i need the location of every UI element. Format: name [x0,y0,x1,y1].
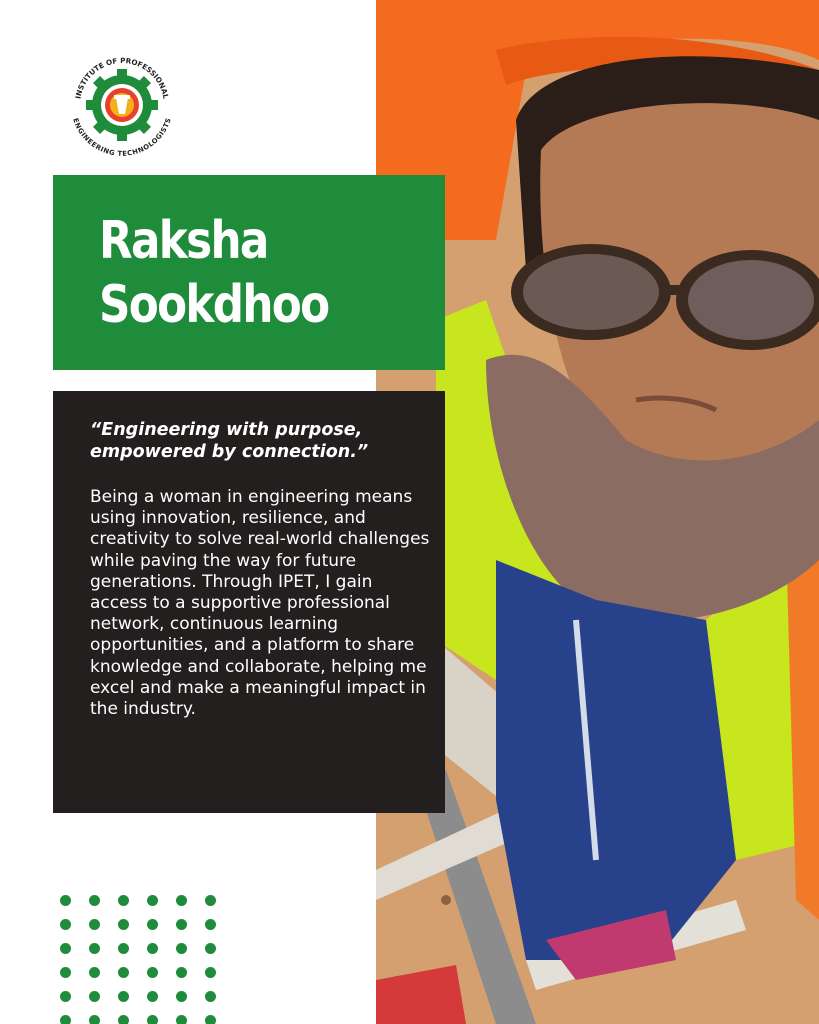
decorative-dot [89,1015,100,1024]
decorative-dot [118,943,129,954]
decorative-dot [118,991,129,1002]
decorative-dot [89,943,100,954]
first-name: Raksha [99,211,268,271]
ipet-logo [62,50,182,160]
decorative-dot [118,1015,129,1024]
decorative-dot [147,943,158,954]
decorative-dot [205,943,216,954]
decorative-dot [89,991,100,1002]
testimonial-body: Being a woman in engineering means using innovation, resilience, and creativity to solve real-world challenges while paving the way for future generations. Through IPET, I gain access to a supportive professional network, continuous learning opportunities, and a platform to share knowledge and collaborate, helping me excel and make a meaningful impact in the industry. [90,487,430,720]
decorative-dot [147,991,158,1002]
last-name: Sookdhoo [99,275,329,335]
decorative-dot [60,919,71,930]
decorative-dot [89,967,100,978]
decorative-dot [147,895,158,906]
decorative-dot [205,895,216,906]
logo-text-bottom: ENGINEERING TECHNOLOGISTS [71,117,173,158]
name-card [53,175,445,370]
testimonial-quote: “Engineering with purpose, empowered by connection.” [90,420,369,462]
dot-grid-decoration [60,895,220,1024]
decorative-dot [176,943,187,954]
decorative-dot [176,967,187,978]
decorative-dot [60,1015,71,1024]
decorative-dot [176,991,187,1002]
logo-text-top: INSTITUTE OF PROFESSIONAL [73,55,171,100]
decorative-dot [118,895,129,906]
decorative-dot [60,895,71,906]
decorative-dot [60,991,71,1002]
decorative-dot [205,967,216,978]
decorative-dot [176,1015,187,1024]
decorative-dot [118,967,129,978]
decorative-dot [176,919,187,930]
testimonial-card [53,391,445,813]
decorative-dot [205,991,216,1002]
decorative-dot [89,919,100,930]
decorative-dot [147,1015,158,1024]
decorative-dot [176,895,187,906]
decorative-dot [147,967,158,978]
decorative-dot [118,919,129,930]
decorative-dot [89,895,100,906]
decorative-dot [205,919,216,930]
decorative-dot [147,919,158,930]
decorative-dot [205,1015,216,1024]
gear-logo-icon [62,50,182,160]
decorative-dot [60,967,71,978]
decorative-dot [60,943,71,954]
